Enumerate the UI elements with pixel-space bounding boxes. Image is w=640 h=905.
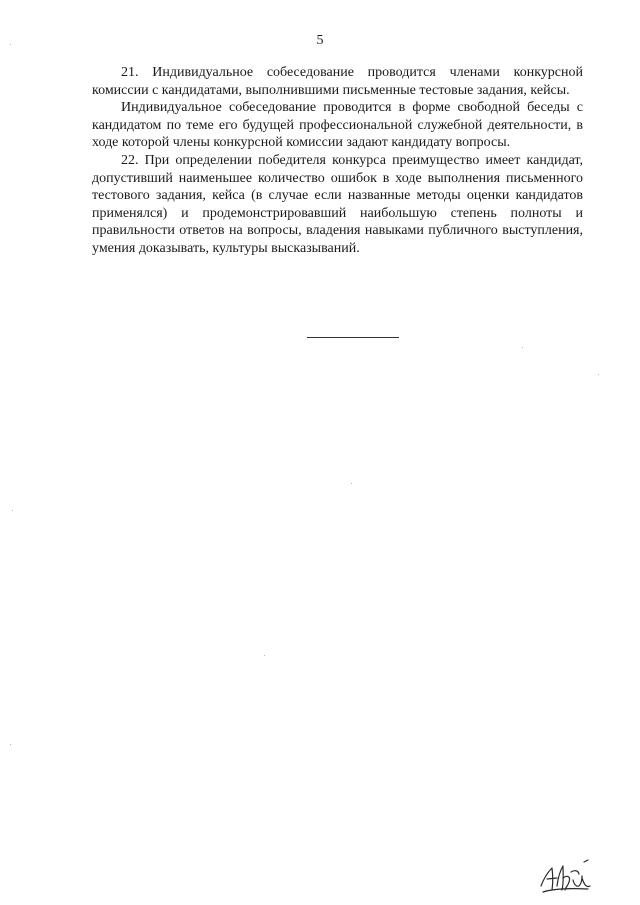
document-body [92, 64, 583, 258]
paragraph-interview-form: Индивидуальное собеседование проводится в форме свободной беседы с кандидатом по теме его будущей профессиональной служебной деятельности, в ходе которой члены конкурсной комиссии задают кандидату вопросы. [92, 100, 583, 151]
scan-speck [598, 374, 599, 375]
scan-speck [264, 655, 265, 656]
paragraph-22: 22. При определении победителя конкурса преимущество имеет кандидат, допустивший наименьшее количество ошибок в ходе выполнения письменного тестового задания, кейса (в случае если названные методы оценки кандидатов применялся) и продемонстрировавший наибольшую степень полноты и правильности ответов на вопросы, владения навыками публичного выступления, умения доказывать, культуры высказываний. [92, 152, 583, 256]
paragraph-21: 21. Индивидуальное собеседование проводится членами конкурсной комиссии с кандидатами, выполнившими письменные тестовые задания, кейсы. [92, 65, 583, 98]
page-number: 5 [316, 33, 324, 48]
handwritten-signature-icon [538, 856, 594, 896]
scan-speck [351, 483, 352, 484]
scan-speck [10, 744, 11, 745]
scan-speck [522, 347, 523, 348]
end-separator-line [307, 337, 399, 338]
scan-speck [12, 510, 13, 511]
scan-speck [10, 44, 11, 45]
